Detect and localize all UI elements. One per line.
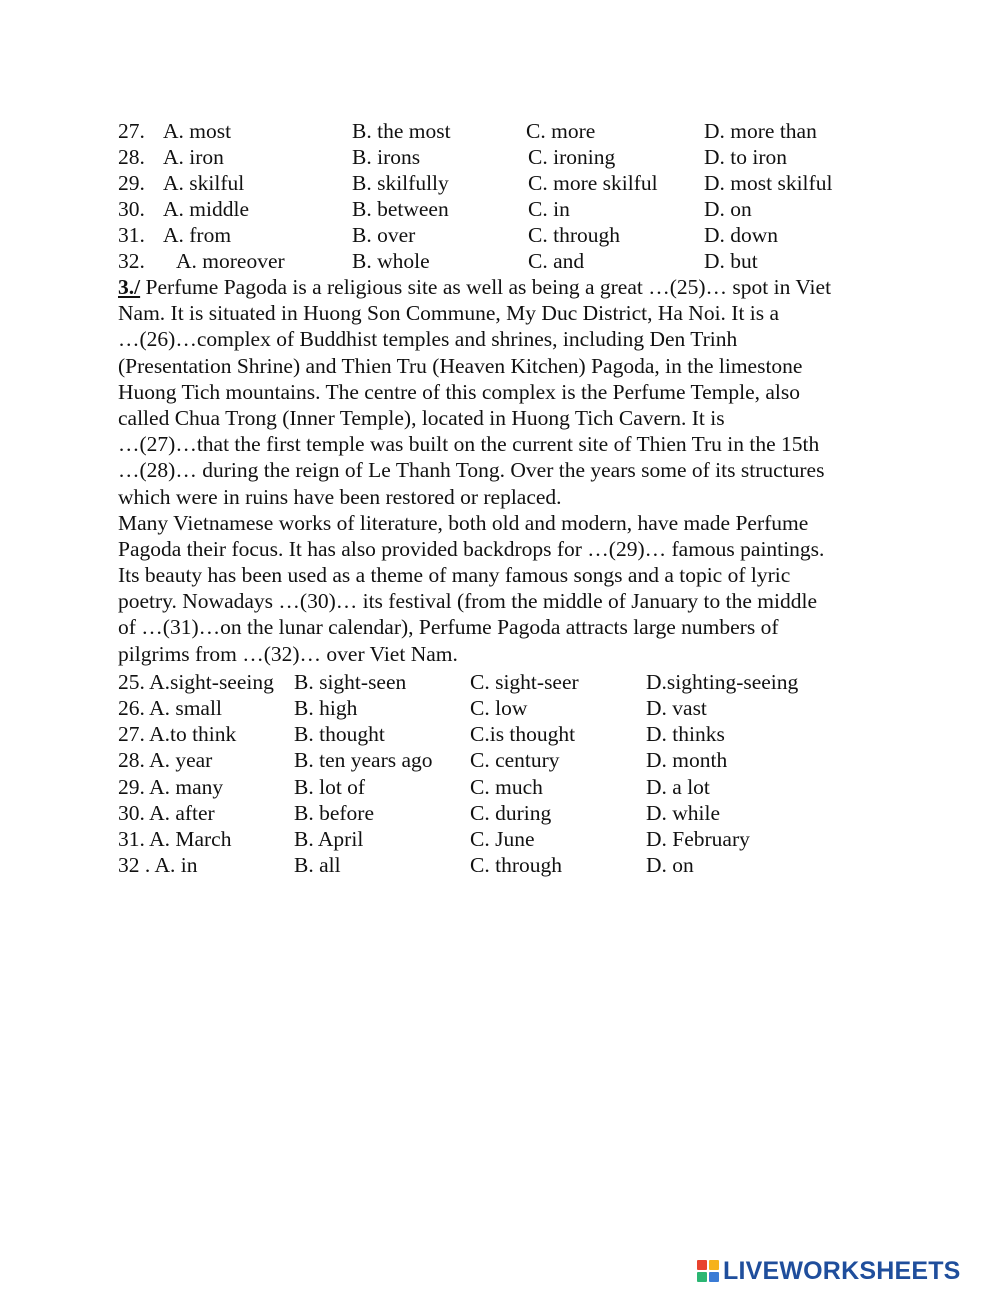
question-row [0,170,1000,196]
option-c[interactable]: C. through [528,223,620,247]
option-c[interactable]: C. more [526,119,596,143]
question-number: 30. [118,197,145,221]
reading-passage [118,274,898,667]
logo-block [709,1272,719,1282]
question-number: 27. [118,119,145,143]
option-b[interactable]: B. thought [294,722,385,746]
option-d[interactable]: D. February [646,827,750,851]
passage-line: …(26)…complex of Buddhist temples and shrines, including Den Trinh [118,327,738,352]
option-a[interactable]: 28. A. year [118,748,213,772]
option-c[interactable]: C. more skilful [528,171,658,195]
question-number: 29. [118,171,145,195]
option-d[interactable]: D. month [646,748,728,772]
option-b[interactable]: B. high [294,696,358,720]
option-c[interactable]: C. in [528,197,570,221]
passage-line: Many Vietnamese works of literature, both old and modern, have made Perfume [118,510,809,535]
question-row [0,196,1000,222]
option-a[interactable]: 25. A.sight-seeing [118,670,274,694]
option-b[interactable]: B. over [352,223,416,247]
passage-line: of …(31)…on the lunar calendar), Perfume Pagoda attracts large numbers of [118,615,779,640]
question-row [0,852,1000,878]
question-row [0,774,1000,800]
passage-line: 3./ Perfume Pagoda is a religious site as well as being a great …(25)… spot in Viet [118,275,832,299]
option-c[interactable]: C. low [470,696,528,720]
option-c[interactable]: C. June [470,827,535,851]
option-a[interactable]: 32 . A. in [118,853,198,877]
logo-mark-icon [697,1260,719,1282]
option-b[interactable]: B. April [294,827,364,851]
option-a[interactable]: A. most [163,119,232,143]
option-c[interactable]: C. through [470,853,562,877]
option-c[interactable]: C. and [528,249,585,273]
question-row [0,747,1000,773]
option-d[interactable]: D. on [646,853,694,877]
question-row [0,669,1000,695]
passage-line: Pagoda their focus. It has also provided backdrops for …(29)… famous paintings. [118,536,825,561]
logo-block [697,1272,707,1282]
option-c[interactable]: C. during [470,801,552,825]
option-d[interactable]: D.sighting-seeing [646,670,799,694]
option-d[interactable]: D. but [704,249,758,273]
option-c[interactable]: C. century [470,748,560,772]
option-b[interactable]: B. skilfully [352,171,449,195]
passage-line: …(27)…that the first temple was built on the current site of Thien Tru in the 15th [118,432,820,457]
option-a[interactable]: A. from [163,223,232,247]
option-d[interactable]: D. while [646,801,721,825]
option-c[interactable]: C. much [470,775,543,799]
option-d[interactable]: D. a lot [646,775,710,799]
option-b[interactable]: B. sight-seen [294,670,407,694]
option-c[interactable]: C.is thought [470,722,576,746]
option-b[interactable]: B. whole [352,249,430,273]
question-number: 28. [118,145,145,169]
logo-block [709,1260,719,1270]
passage-line: poetry. Nowadays …(30)… its festival (from the middle of January to the middle [118,589,817,614]
option-d[interactable]: D. vast [646,696,707,720]
section-label: 3./ [118,275,141,299]
passage-line: Nam. It is situated in Huong Son Commune, My Duc District, Ha Noi. It is a [118,301,780,326]
option-a[interactable]: A. skilful [163,171,245,195]
option-b[interactable]: B. lot of [294,775,366,799]
passage-line: Huong Tich mountains. The centre of this complex is the Perfume Temple, also [118,379,801,404]
option-a[interactable]: A. middle [163,197,249,221]
option-b[interactable]: B. between [352,197,449,221]
option-a[interactable]: A. iron [163,145,224,169]
option-a[interactable]: 31. A. March [118,827,232,851]
passage-line: Its beauty has been used as a theme of many famous songs and a topic of lyric [118,563,791,588]
question-row [0,144,1000,170]
option-d[interactable]: D. thinks [646,722,725,746]
passage-line: (Presentation Shrine) and Thien Tru (Heaven Kitchen) Pagoda, in the limestone [118,353,803,378]
option-a[interactable]: 30. A. after [118,801,215,825]
question-number: 32. [118,249,145,273]
option-d[interactable]: D. to iron [704,145,788,169]
question-number: 31. [118,223,145,247]
question-row [0,118,1000,144]
passage-line: pilgrims from …(32)… over Viet Nam. [118,641,458,666]
option-d[interactable]: D. most skilful [704,171,833,195]
option-a[interactable]: 26. A. small [118,696,222,720]
logo-block [697,1260,707,1270]
liveworksheets-logo[interactable] [697,1251,961,1291]
question-row [0,248,1000,274]
option-d[interactable]: D. more than [704,119,817,143]
question-row [0,222,1000,248]
passage-line: called Chua Trong (Inner Temple), located in Huong Tich Cavern. It is [118,405,725,430]
option-c[interactable]: C. ironing [528,145,616,169]
option-a[interactable]: 29. A. many [118,775,224,799]
passage-line: which were in ruins have been restored or replaced. [118,484,562,509]
option-b[interactable]: B. before [294,801,374,825]
question-row [0,721,1000,747]
question-row [0,695,1000,721]
option-b[interactable]: B. ten years ago [294,748,433,772]
brand-name: LIVEWORKSHEETS [723,1256,961,1285]
option-c[interactable]: C. sight-seer [470,670,579,694]
option-a[interactable]: 27. A.to think [118,722,237,746]
question-row [0,826,1000,852]
option-b[interactable]: B. irons [352,145,421,169]
option-d[interactable]: D. down [704,223,779,247]
option-b[interactable]: B. all [294,853,341,877]
option-d[interactable]: D. on [704,197,752,221]
question-row [0,800,1000,826]
passage-line: …(28)… during the reign of Le Thanh Tong. Over the years some of its structures [118,458,825,483]
option-b[interactable]: B. the most [352,119,451,143]
option-a[interactable]: A. moreover [176,249,285,273]
